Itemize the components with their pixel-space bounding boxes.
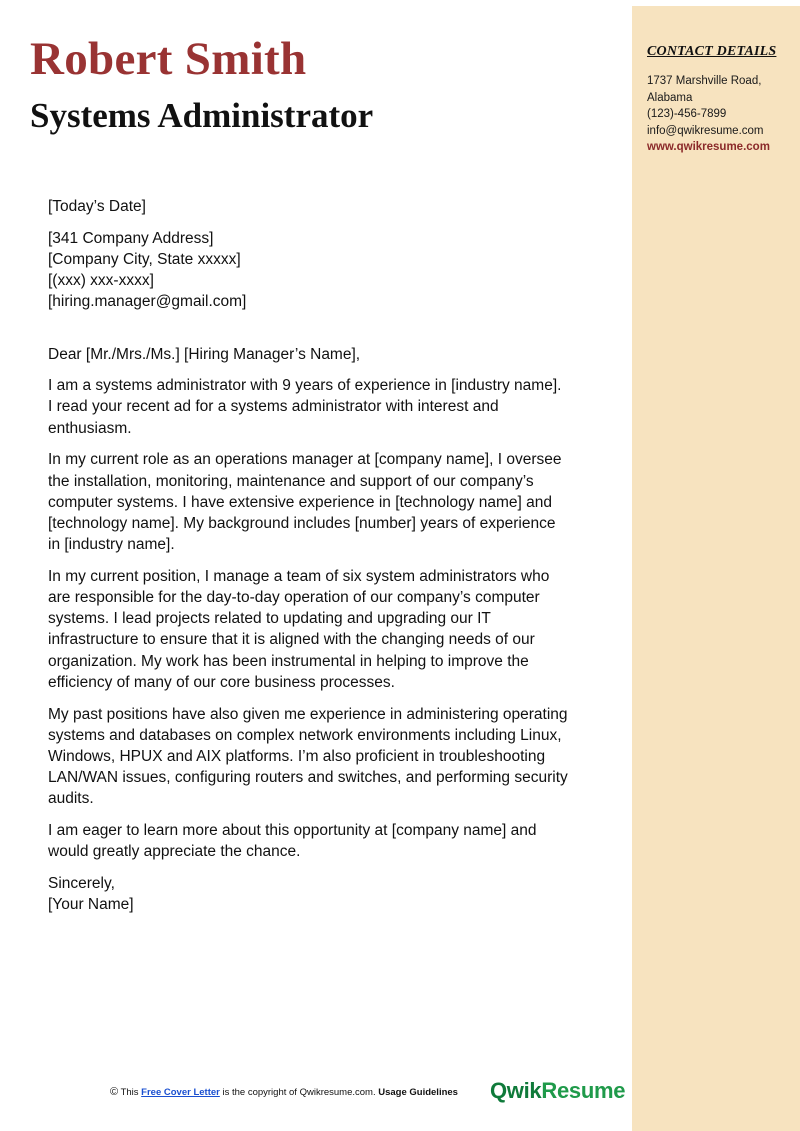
copyright-text: is the copyright of Qwikresume.com. (222, 1087, 376, 1098)
phone: (123)-456-7899 (647, 108, 727, 120)
paragraph-line: [technology name]. My background includes [number] years of experience (48, 514, 556, 532)
paragraph-line: Windows, HPUX and AIX platforms. I’m also proficient in troubleshooting (48, 747, 546, 765)
contact-heading: CONTACT DETAILS (647, 44, 777, 59)
logo-resume: Resume (541, 1078, 626, 1103)
paragraph-line: in [industry name]. (48, 536, 175, 554)
recipient-email: [hiring.manager@gmail.com] (48, 293, 247, 311)
sign-off (48, 873, 596, 915)
paragraph-line: LAN/WAN issues, configuring routers and switches, and performing security (48, 769, 568, 787)
website-link[interactable]: www.qwikresume.com (647, 141, 770, 153)
closing: Sincerely, (48, 874, 115, 892)
paragraph-line: enthusiasm. (48, 419, 132, 437)
address-line2: Alabama (647, 91, 693, 104)
paragraph-line: My past positions have also given me experience in administering operating (48, 705, 568, 723)
paragraph-line: computer systems. I have extensive experience in [technology name] and (48, 493, 553, 511)
copyright-note (110, 1086, 458, 1098)
applicant-name: Robert Smith (30, 33, 307, 85)
copyright-icon: © (110, 1086, 119, 1098)
letter-date: [Today’s Date] (48, 198, 146, 215)
paragraph-3 (48, 566, 596, 693)
copyright-prefix: This (120, 1087, 139, 1098)
paragraph-line: the installation, monitoring, maintenance and support of our company’s (48, 472, 534, 490)
paragraph-line: In my current position, I manage a team of six system administrators who (48, 567, 550, 585)
address-line1: 1737 Marshville Road, (647, 75, 762, 87)
qwikresume-logo[interactable] (490, 1078, 625, 1104)
paragraph-line: efficiency of many of our core business processes. (48, 673, 395, 691)
recipient-phone: [(xxx) xxx-xxxx] (48, 272, 154, 290)
paragraph-line: are responsible for the day-to-day operation of our company’s computer (48, 589, 540, 607)
footer (0, 1078, 632, 1108)
recipient-city: [Company City, State xxxxx] (48, 250, 241, 268)
recipient-address: [341 Company Address] (48, 229, 214, 247)
paragraph-line: infrastructure to ensure that it is aligned with the changing needs of our (48, 631, 535, 649)
paragraph-line: I am eager to learn more about this opportunity at [company name] and (48, 822, 537, 840)
logo-qwik: Qwik (490, 1078, 542, 1103)
letter-body (48, 196, 596, 926)
email[interactable]: info@qwikresume.com (647, 124, 764, 137)
contact-sidebar (632, 6, 800, 1131)
contact-info (647, 73, 797, 156)
free-cover-letter-link[interactable]: Free Cover Letter (141, 1087, 220, 1098)
paragraph-4 (48, 704, 596, 810)
paragraph-line: organization. My work has been instrumental in helping to improve the (48, 652, 529, 670)
paragraph-line: systems and databases on complex network environments including Linux, (48, 726, 562, 744)
paragraph-line: In my current role as an operations manager at [company name], I oversee (48, 451, 562, 469)
paragraph-line: audits. (48, 790, 94, 808)
paragraph-line: I read your recent ad for a systems administrator with interest and (48, 398, 499, 416)
recipient-block (48, 228, 596, 313)
paragraph-line: systems. I lead projects related to updating and upgrading our IT (48, 610, 491, 628)
signature: [Your Name] (48, 896, 134, 914)
paragraph-2 (48, 449, 596, 555)
salutation: Dear [Mr./Mrs./Ms.] [Hiring Manager’s Name], (48, 345, 361, 363)
paragraph-line: I am a systems administrator with 9 years of experience in [industry name]. (48, 377, 562, 395)
usage-guidelines-link[interactable]: Usage Guidelines (378, 1087, 458, 1098)
paragraph-line: would greatly appreciate the chance. (48, 843, 301, 861)
paragraph-1 (48, 375, 596, 439)
job-title: Systems Administrator (30, 96, 374, 135)
paragraph-5 (48, 820, 596, 862)
